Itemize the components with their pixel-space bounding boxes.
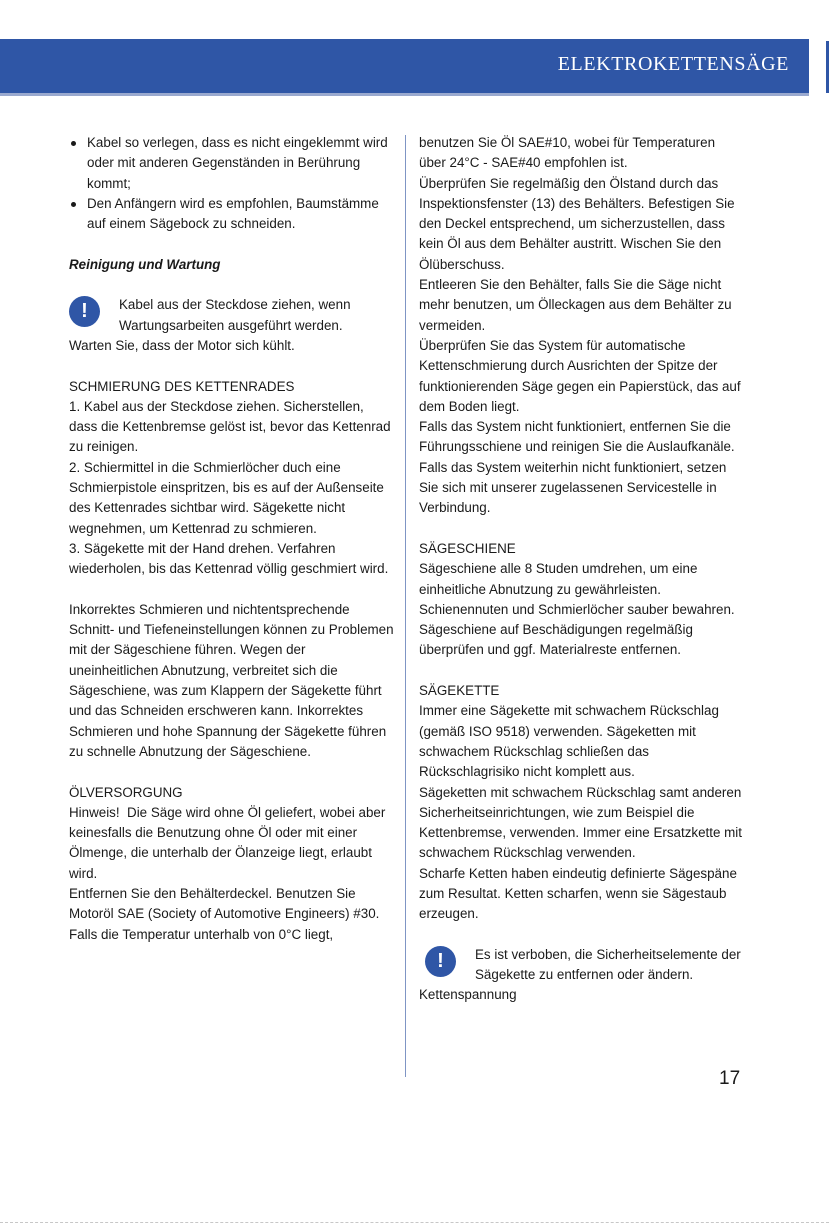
paragraph: Sägeketten mit schwachem Rückschlag samt anderen Sicherheitseinrichtungen, wie zum Beispiel die Kettenbremse, verwenden. Immer eine Ersatzkette mit schwachem Rückschlag verwenden. xyxy=(419,784,746,861)
header-title: ELEKTROKETTENSÄGE xyxy=(557,53,789,75)
section-heading: SÄGEKETTE xyxy=(419,683,500,699)
paragraph: Überprüfen Sie regelmäßig den Ölstand durch das Inspektionsfenster (13) des Behälters. Befestigen Sie den Deckel entsprechend, um sicherzustellen, dass kein Öl aus dem Behälter austritt. Wischen Sie den Ölüberschuss. xyxy=(419,175,739,272)
paragraph: Inkorrektes Schmieren und nichtentsprechende Schnitt- und Tiefeneinstellungen können zu Problemen mit der Sägeschiene führen. Wegen der uneinheitlichen Abnutzung, verbreitet sich die Sägeschiene, was zum Klappern der Sägekette führt und das Schneiden erschweren kann. Inkorrektes Schmieren und hohe Spannung der Sägekette führen zu schnelle Abnutzung der Sägeschiene. xyxy=(69,601,398,759)
warning-note xyxy=(419,945,745,986)
exclamation-icon: ! xyxy=(69,296,100,327)
section-title: Reinigung und Wartung xyxy=(69,256,221,272)
section-heading: ÖLVERSORGUNG xyxy=(69,784,183,800)
paragraph: Kettenspannung xyxy=(419,987,517,1003)
step: 2. Schiermittel in die Schmierlöcher duch eine Schmierpistole einspritzen, bis es auf der Außenseite des Kettenrades sichtbar wird. Sägekette nicht wegnehmen, um Kettenrad zu schmieren. xyxy=(69,459,388,536)
bullet-list xyxy=(69,133,394,234)
step: 3. Sägekette mit der Hand drehen. Verfahren wiederholen, bis das Kettenrad völlig geschmiert wird. xyxy=(69,540,389,577)
paragraph: Entfernen Sie den Behälterdeckel. Benutzen Sie Motoröl SAE (Society of Automotive Engineers) #30. Falls die Temperatur unterhalb von 0°C liegt, xyxy=(69,885,384,942)
paragraph: Falls das System nicht funktioniert, entfernen Sie die Führungsschiene und reinigen Sie die Auslaufkanäle. Falls das System weiterhin nicht funktioniert, setzen Sie sich mit unserer zugelassenen Servicestelle in Verbindung. xyxy=(419,419,739,516)
left-column xyxy=(69,133,398,945)
warning-note xyxy=(69,295,394,336)
column-divider xyxy=(405,135,406,1077)
paragraph: benutzen Sie Öl SAE#10, wobei für Temperaturen über 24°C - SAE#40 empfohlen ist. xyxy=(419,135,719,171)
bullet-icon xyxy=(71,141,76,146)
paragraph: Entleeren Sie den Behälter, falls Sie die Säge nicht mehr benutzen, um Ölleckagen aus dem Behälter zu vermeiden. xyxy=(419,277,736,333)
right-column xyxy=(419,133,745,1006)
list-item: Den Anfängern wird es empfohlen, Baumstämme auf einem Sägebock zu schneiden. xyxy=(69,194,394,235)
exclamation-icon: ! xyxy=(425,946,456,977)
warning-text: Es ist verboben, die Sicherheitselemente der Sägekette zu entfernen oder ändern. xyxy=(475,946,741,983)
step: 1. Kabel aus der Steckdose ziehen. Sicherstellen, dass die Kettenbremse gelöst ist, bevor das Kettenrad zu reinigen. xyxy=(69,398,395,455)
section-heading: SÄGESCHIENE xyxy=(419,540,516,556)
paragraph: Scharfe Ketten haben eindeutig definierte Sägespäne zum Resultat. Ketten scharfen, wenn sie Sägestaub erzeugen. xyxy=(419,865,741,922)
paragraph: Warten Sie, dass der Motor sich kühlt. xyxy=(69,337,295,353)
paragraph: Überprüfen Sie das System für automatische Kettenschmierung durch Ausrichten der Spitze der funktionierenden Säge gegen ein Papierstück, das auf dem Boden liegt. xyxy=(419,337,745,414)
header-bar xyxy=(0,39,809,96)
page-number: 17 xyxy=(719,1068,741,1089)
bottom-rule xyxy=(0,1222,829,1223)
paragraph: Sägeschiene alle 8 Studen umdrehen, um eine einheitliche Abnutzung zu gewährleisten. Schienennuten und Schmierlöcher sauber bewahren. xyxy=(419,561,735,617)
list-item: Kabel so verlegen, dass es nicht eingeklemmt wird oder mit anderen Gegenständen in Berührung kommt; xyxy=(69,133,394,194)
section-heading: SCHMIERUNG DES KETTENRADES xyxy=(69,378,295,394)
paragraph: Immer eine Sägekette mit schwachem Rückschlag (gemäß ISO 9518) verwenden. Sägeketten mit schwachem Rückschlag schließen das Rückschlagrisiko nicht komplett aus. xyxy=(419,703,723,780)
paragraph: Sägeschiene auf Beschädigungen regelmäßig überprüfen und ggf. Materialreste entfernen. xyxy=(419,622,697,658)
bullet-icon xyxy=(71,202,76,207)
paragraph: Hinweis! Die Säge wird ohne Öl geliefert, wobei aber keinesfalls die Benutzung ohne Öl oder mit einer Ölmenge, die unterhalb der Ölanzeige liegt, erlaubt wird. xyxy=(69,804,390,881)
warning-text: Kabel aus der Steckdose ziehen, wenn Wartungsarbeiten ausgeführt werden. xyxy=(119,297,351,333)
